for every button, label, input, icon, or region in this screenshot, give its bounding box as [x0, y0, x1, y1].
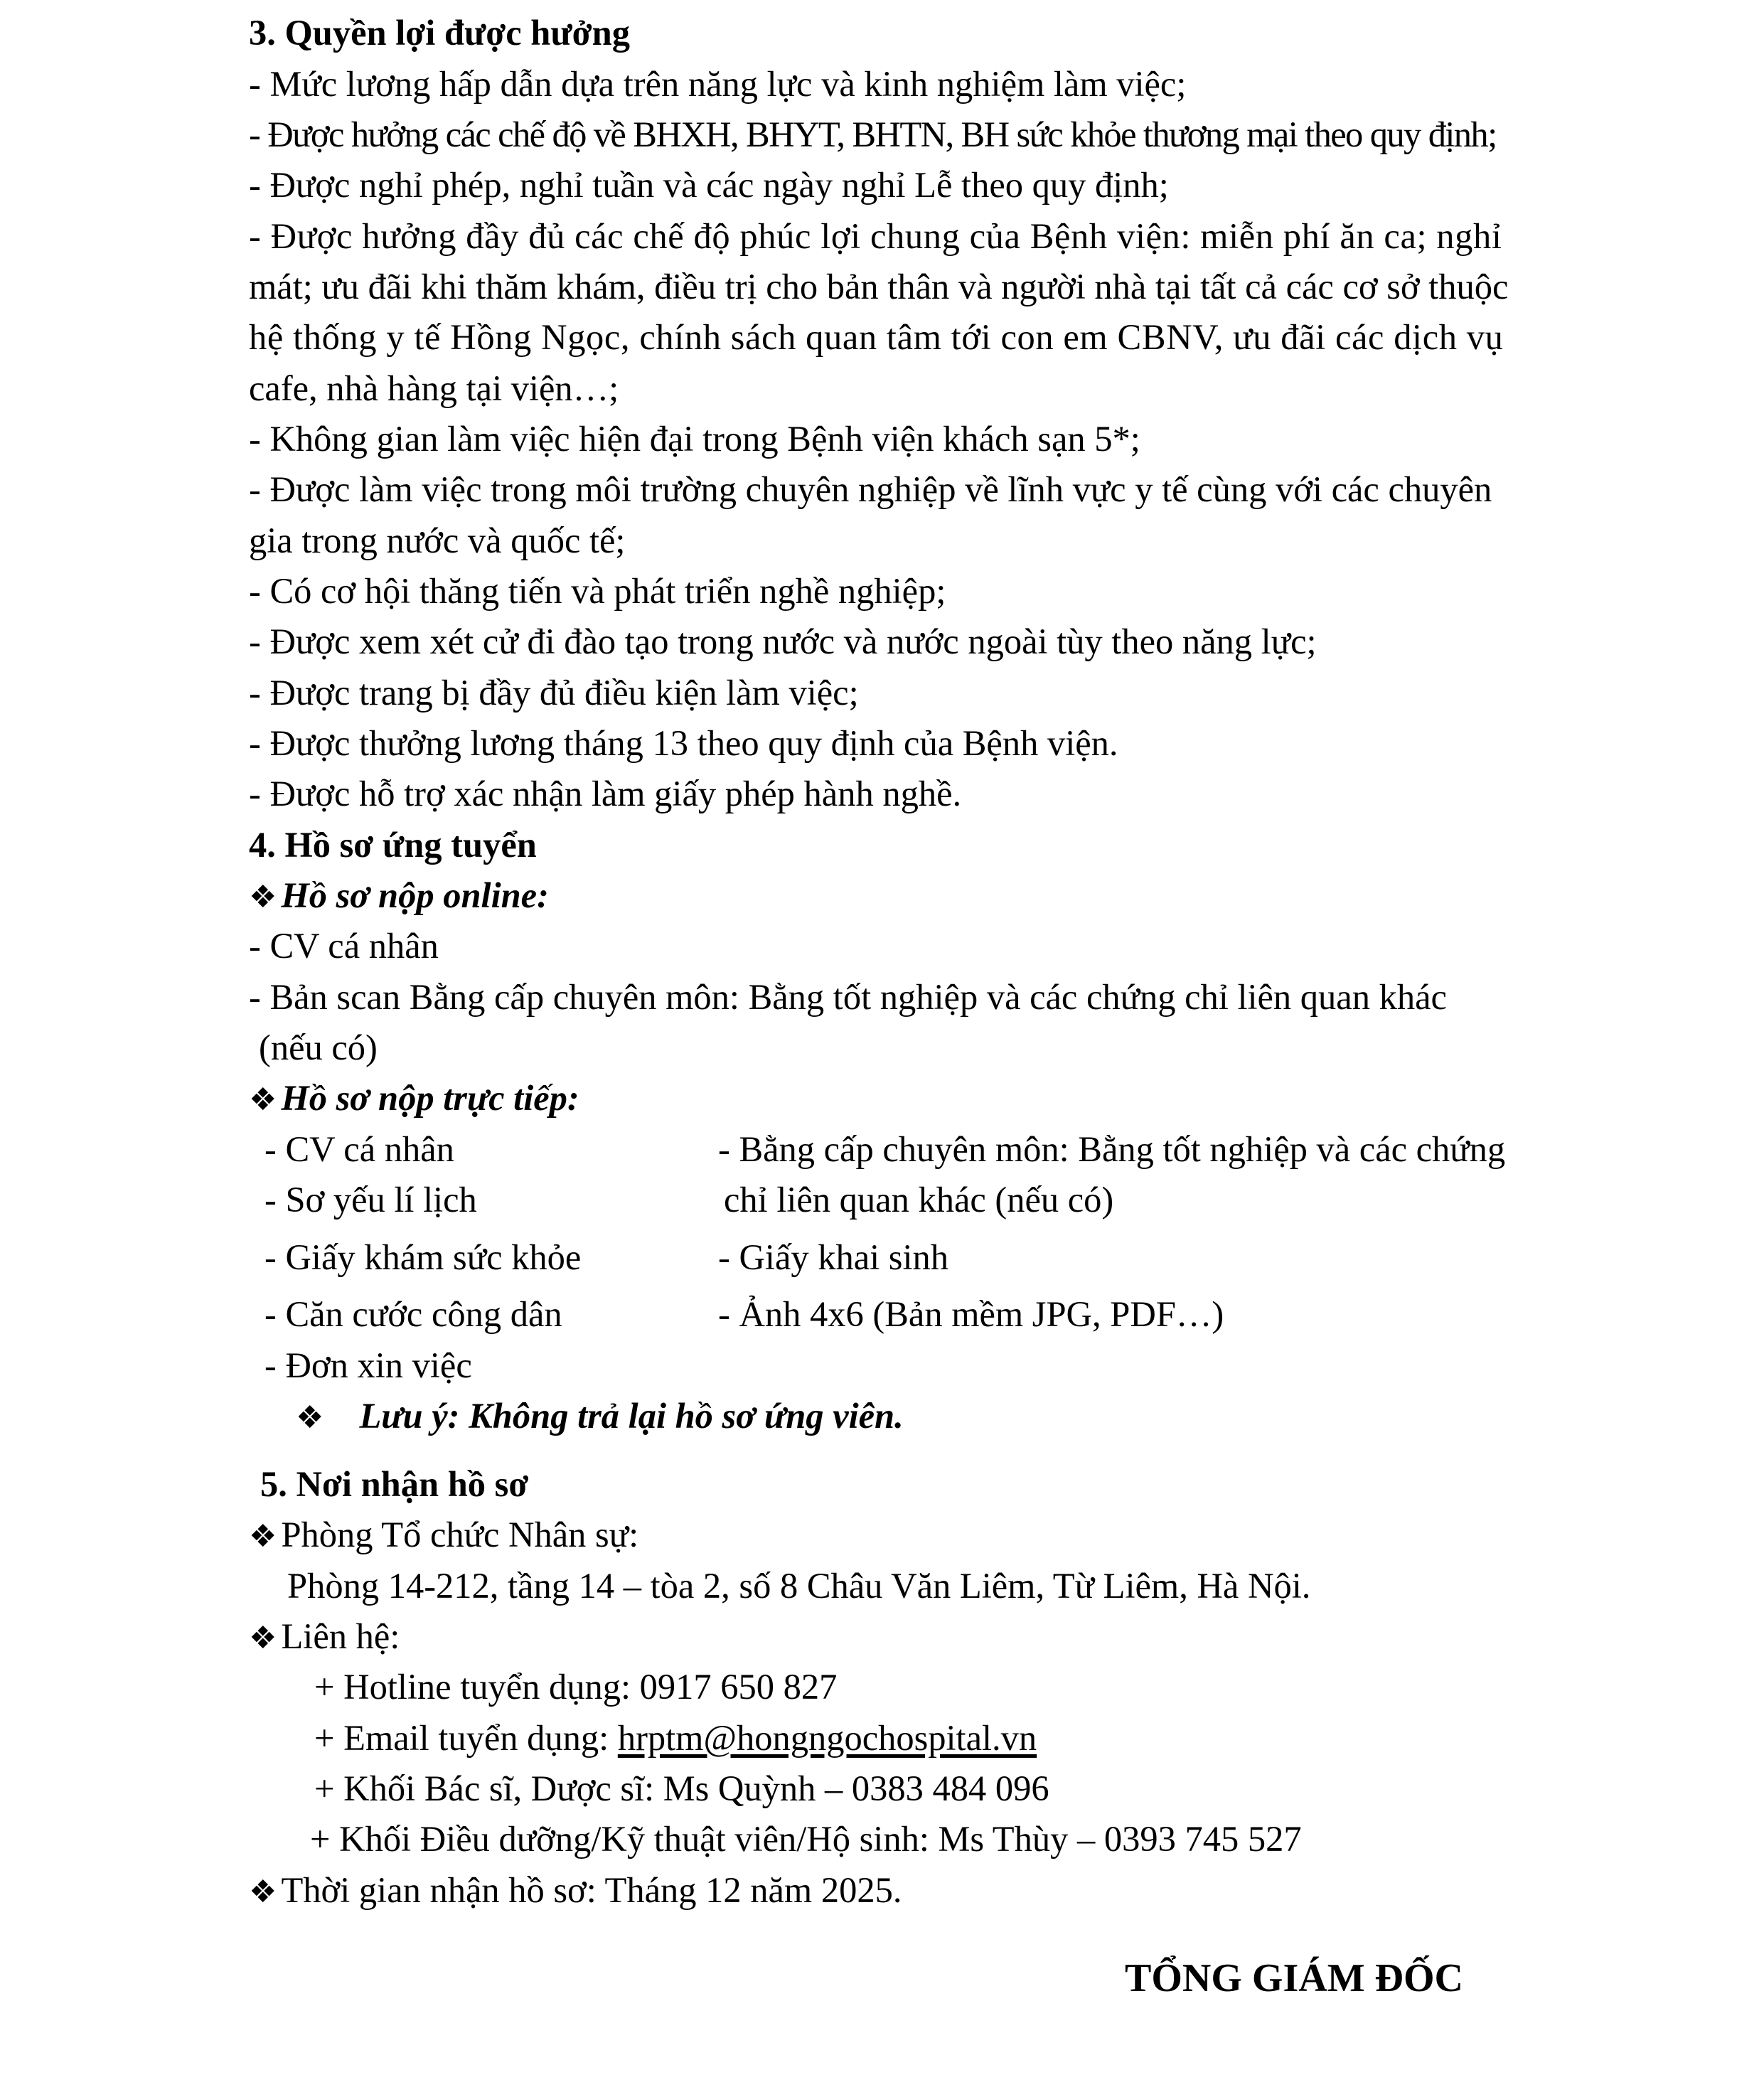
diamond-bullet-icon: ❖ [249, 1874, 277, 1910]
direct-heading [249, 1077, 579, 1121]
address: Phòng 14-212, tầng 14 – tòa 2, số 8 Châu Văn Liêm, Từ Liêm, Hà Nội. [287, 1566, 1311, 1606]
dept-label: Phòng Tổ chức Nhân sự: [281, 1515, 639, 1554]
diamond-bullet-icon: ❖ [296, 1399, 324, 1436]
online-heading [249, 874, 549, 919]
section-3-heading: 3. Quyền lợi được hưởng [249, 13, 630, 53]
section-5-heading: 5. Nơi nhận hồ sơ [260, 1464, 529, 1504]
direct-item: chỉ liên quan khác (nếu có) [724, 1180, 1114, 1220]
deadline-line [249, 1869, 902, 1914]
nurses-contact: + Khối Điều dưỡng/Kỹ thuật viên/Hộ sinh: Ms Thùy – 0393 745 527 [310, 1819, 1302, 1859]
hotline: + Hotline tuyển dụng: 0917 650 827 [314, 1667, 838, 1707]
dept-line [249, 1513, 638, 1558]
benefit-line: - Được hưởng các chế độ về BHXH, BHYT, BHTN, BH sức khỏe thương mại theo quy định; [249, 114, 1497, 154]
diamond-bullet-icon: ❖ [249, 1518, 277, 1554]
note-line [296, 1394, 904, 1439]
diamond-bullet-icon: ❖ [249, 879, 277, 915]
benefit-line: - Có cơ hội thăng tiến và phát triển nghề nghiệp; [249, 571, 946, 611]
benefit-line: - Được làm việc trong môi trường chuyên nghiệp về lĩnh vực y tế cùng với các chuyên [249, 469, 1492, 509]
note-text: Lưu ý: Không trả lại hồ sơ ứng viên. [359, 1396, 904, 1436]
benefit-line: - Được hỗ trợ xác nhận làm giấy phép hành nghề. [249, 774, 962, 813]
contact-label: Liên hệ: [281, 1616, 400, 1656]
direct-item: - Đơn xin việc [264, 1345, 472, 1385]
direct-item: - Căn cước công dân [264, 1294, 562, 1334]
email-label: + Email tuyển dụng: [314, 1718, 618, 1758]
benefit-line: - Được trang bị đầy đủ điều kiện làm việc; [249, 673, 859, 713]
diamond-bullet-icon: ❖ [249, 1082, 277, 1118]
direct-item: - Ảnh 4x6 (Bản mềm JPG, PDF…) [718, 1294, 1224, 1334]
doctors-contact: + Khối Bác sĩ, Dược sĩ: Ms Quỳnh – 0383 484 096 [314, 1768, 1049, 1808]
direct-item: - CV cá nhân [264, 1129, 454, 1169]
deadline-text: Thời gian nhận hồ sơ: Tháng 12 năm 2025. [281, 1870, 902, 1910]
benefit-line: - Mức lương hấp dẫn dựa trên năng lực và kinh nghiệm làm việc; [249, 64, 1187, 104]
online-item: (nếu có) [259, 1028, 378, 1067]
benefit-line: mát; ưu đãi khi thăm khám, điều trị cho bản thân và người nhà tại tất cả các cơ sở thuộc [249, 267, 1509, 306]
direct-heading-label: Hồ sơ nộp trực tiếp: [281, 1078, 579, 1118]
online-item: - CV cá nhân [249, 926, 439, 966]
email-line [314, 1717, 1037, 1759]
online-item: - Bản scan Bằng cấp chuyên môn: Bằng tốt nghiệp và các chứng chỉ liên quan khác [249, 977, 1447, 1017]
direct-item: - Sơ yếu lí lịch [264, 1180, 477, 1220]
signature-title: TỔNG GIÁM ĐỐC [1125, 1956, 1463, 2000]
email-link[interactable]: hrptm@hongngochospital.vn [617, 1718, 1037, 1758]
direct-item: - Giấy khai sinh [718, 1237, 948, 1277]
direct-item: - Bằng cấp chuyên môn: Bằng tốt nghiệp và các chứng [718, 1129, 1506, 1169]
direct-item: - Giấy khám sức khỏe [264, 1237, 582, 1277]
benefit-line: - Được xem xét cử đi đào tạo trong nước và nước ngoài tùy theo năng lực; [249, 621, 1317, 661]
benefit-line: - Được nghỉ phép, nghỉ tuần và các ngày nghỉ Lễ theo quy định; [249, 165, 1169, 205]
benefit-line: hệ thống y tế Hồng Ngọc, chính sách quan tâm tới con em CBNV, ưu đãi các dịch vụ [249, 317, 1504, 357]
benefit-line: gia trong nước và quốc tế; [249, 521, 626, 560]
benefit-line: - Được thưởng lương tháng 13 theo quy định của Bệnh viện. [249, 723, 1118, 763]
section-4-heading: 4. Hồ sơ ứng tuyển [249, 825, 537, 865]
online-heading-label: Hồ sơ nộp online: [281, 875, 549, 915]
diamond-bullet-icon: ❖ [249, 1620, 277, 1656]
benefit-line: - Không gian làm việc hiện đại trong Bệnh viện khách sạn 5*; [249, 419, 1140, 459]
contact-line [249, 1615, 400, 1660]
benefit-line: cafe, nhà hàng tại viện…; [249, 368, 619, 408]
benefit-line: - Được hưởng đầy đủ các chế độ phúc lợi chung của Bệnh viện: miễn phí ăn ca; nghỉ [249, 216, 1502, 256]
